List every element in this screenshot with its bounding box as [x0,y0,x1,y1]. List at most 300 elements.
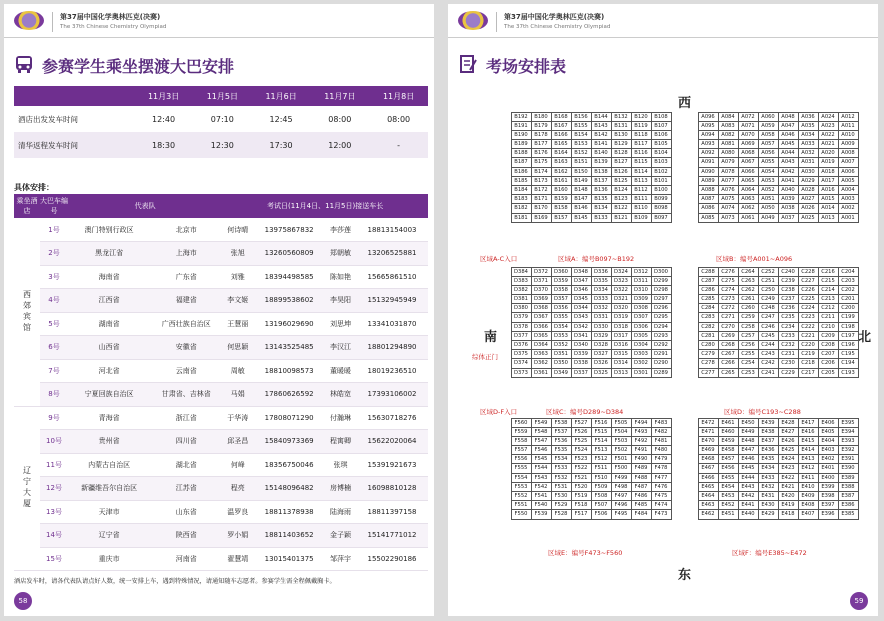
seat-cell: D334 [591,285,612,295]
seat-cell: C203 [838,276,859,286]
seat-cell: C211 [818,312,839,322]
table-row [14,265,428,289]
seat-cell: C261 [738,294,759,304]
seat-cell: A069 [738,139,759,149]
cell: 刘思坤 [325,312,356,336]
seat-cell: D374 [511,358,532,368]
seat-cell: D333 [591,294,612,304]
seat-cell: D372 [531,267,552,277]
seat-cell: E419 [778,500,799,510]
seat-cell: A013 [818,213,839,223]
seat-cell: D329 [591,331,612,341]
seat-cell: C268 [718,340,739,350]
seat-cell: C199 [838,312,859,322]
bus-cell: 12:45 [252,106,311,132]
seat-cell: B151 [571,157,592,167]
seat-cell: E471 [698,427,719,437]
seat-cell: E442 [738,491,759,501]
seat-cell: F557 [511,445,532,455]
seat-cell: F535 [551,445,572,455]
seat-cell: A017 [818,176,839,186]
table-row [14,406,428,430]
table-row [14,242,428,266]
seat-cell: E386 [838,500,859,510]
seat-cell: B139 [591,157,612,167]
seat-cell: F533 [551,463,572,473]
seat-cell: D343 [571,312,592,322]
seat-cell: E449 [738,427,759,437]
seat-cell: F496 [611,500,632,510]
cell: 金子颖 [325,524,356,548]
seat-cell: A087 [698,194,719,204]
seat-cell: C273 [718,294,739,304]
seat-cell: B117 [631,139,652,149]
seat-cell: B129 [611,139,632,149]
cell: 张琪 [325,453,356,477]
seat-cell: F485 [631,500,652,510]
seat-cell: C233 [778,331,799,341]
seat-cell: E400 [818,473,839,483]
seat-cell: C281 [698,331,719,341]
seat-cell: B108 [651,112,672,122]
direction-north: 北 [858,330,872,345]
bus-cell: 18:30 [134,132,193,158]
seat-cell: D384 [511,267,532,277]
seat-block-d [698,267,858,377]
seat-cell: C270 [718,322,739,332]
cell: 马娟 [222,383,253,407]
seat-cell: F521 [571,473,592,483]
seat-cell: D355 [551,312,572,322]
seat-cell: A008 [838,148,859,158]
seat-cell: C202 [838,285,859,295]
seat-cell: D378 [511,322,532,332]
seat-cell: A032 [798,148,819,158]
seat-block-e [511,418,671,519]
seat-cell: B131 [611,121,632,131]
cell: 邹萍宇 [325,547,356,571]
col-team: 代表队 [68,194,222,218]
seat-cell: C284 [698,303,719,313]
seat-cell: E424 [778,454,799,464]
seat-cell: D356 [551,303,572,313]
seat-cell: E438 [758,427,779,437]
seat-cell: D364 [531,340,552,350]
seat-cell: C205 [818,368,839,378]
seat-cell: C234 [778,322,799,332]
seat-cell: C248 [758,303,779,313]
cell: 6号 [40,336,68,360]
seat-cell: F482 [651,427,672,437]
seat-cell: F549 [531,418,552,428]
cell: 13341031870 [356,312,428,336]
cell: 18899538602 [253,289,325,313]
seat-cell: A067 [738,157,759,167]
seat-cell: B157 [551,213,572,223]
seat-cell: E405 [818,427,839,437]
seat-cell: A004 [838,185,859,195]
seat-cell: B182 [511,203,532,213]
seat-cell: E411 [798,473,819,483]
seat-cell: F479 [651,454,672,464]
cell: 陆海雨 [325,500,356,524]
seat-cell: E470 [698,436,719,446]
seat-cell: B159 [551,194,572,204]
seat-cell: C194 [838,358,859,368]
seat-cell: C216 [818,267,839,277]
seat-cell: B160 [551,185,572,195]
seat-block-a [511,112,671,222]
seat-cell: C265 [718,368,739,378]
seat-cell: A046 [778,130,799,140]
seat-cell: E397 [818,500,839,510]
seat-cell: C286 [698,285,719,295]
seat-cell: B124 [611,185,632,195]
seat-cell: C228 [798,267,819,277]
seat-cell: C222 [798,322,819,332]
seat-cell: A082 [718,130,739,140]
seat-cell: C204 [838,267,859,277]
seat-cell: B104 [651,148,672,158]
seat-cell: D344 [571,303,592,313]
header-title: 第37届中国化学奥林匹克(决赛) [60,13,161,21]
cell: 甘肃省、吉林省 [150,383,222,407]
seat-cell: D352 [551,340,572,350]
cell: 内蒙古自治区 [68,453,150,477]
seat-cell: D346 [571,285,592,295]
seat-cell: E406 [818,418,839,428]
seat-cell: C254 [738,358,759,368]
seat-cell: E456 [718,463,739,473]
seat-cell: C288 [698,267,719,277]
seat-cell: F507 [591,500,612,510]
seat-cell: F526 [571,427,592,437]
seat-cell: A016 [818,185,839,195]
seat-cell: C269 [718,331,739,341]
seat-cell: C257 [738,331,759,341]
seat-cell: F536 [551,436,572,446]
cell: 2号 [40,242,68,266]
seat-cell: F517 [571,509,592,519]
seat-cell: A024 [818,112,839,122]
seat-cell: C278 [698,358,719,368]
seat-cell: A089 [698,176,719,186]
seat-cell: B174 [531,167,552,177]
seat-cell: D319 [611,312,632,322]
seat-cell: D342 [571,322,592,332]
seat-cell: E412 [798,463,819,473]
seat-cell: C263 [738,276,759,286]
seat-cell: F492 [631,436,652,446]
seat-cell: E390 [838,463,859,473]
seat-cell: B180 [531,112,552,122]
seat-cell: B162 [551,167,572,177]
cell: 13206525881 [356,242,428,266]
seat-cell: A084 [718,112,739,122]
seat-cell: F491 [631,445,652,455]
seat-cell: A085 [698,213,719,223]
seat-cell: C220 [798,340,819,350]
seat-cell: E389 [838,473,859,483]
seat-cell: E396 [818,509,839,519]
seat-cell: E444 [738,473,759,483]
seat-cell: B112 [631,185,652,195]
bus-col-header: 11月6日 [252,86,311,106]
seat-cell: E436 [758,445,779,455]
seat-block-f [698,418,858,519]
seat-cell: E459 [718,436,739,446]
seat-cell: F474 [651,500,672,510]
seat-cell: C277 [698,368,719,378]
seat-cell: F546 [531,445,552,455]
seat-cell: F529 [551,500,572,510]
seat-cell: B135 [591,194,612,204]
cell: 12号 [40,477,68,501]
seat-cell: B128 [611,148,632,158]
seat-cell: D303 [631,349,652,359]
seat-cell: A048 [778,112,799,122]
section-title: 参赛学生乘坐摆渡大巴安排 [42,57,235,76]
seat-cell: C239 [778,276,799,286]
seat-cell: E454 [718,482,739,492]
page-number: 58 [14,592,32,610]
seat-cell: D307 [631,312,652,322]
bus-col-header: 11月3日 [134,86,193,106]
seat-cell: C238 [778,285,799,295]
seat-cell: B152 [571,148,592,158]
seat-cell: D323 [611,276,632,286]
seat-cell: C250 [758,285,779,295]
seat-cell: E387 [838,491,859,501]
seat-cell: D306 [631,322,652,332]
seat-cell: D327 [591,349,612,359]
cell: 13015401375 [253,547,325,571]
seat-cell: B190 [511,130,532,140]
seat-cell: B143 [591,121,612,131]
seat-cell: A039 [778,194,799,204]
seat-cell: D298 [651,285,672,295]
cell: 郑朝敏 [325,242,356,266]
seat-cell: B170 [531,203,552,213]
seat-cell: D367 [531,312,552,322]
seat-cell: C210 [818,322,839,332]
seat-cell: E403 [818,445,839,455]
seat-cell: C215 [818,276,839,286]
seat-cell: F518 [571,500,592,510]
cell: 江苏省 [150,477,222,501]
cell: 18394498585 [253,265,325,289]
seat-cell: C243 [758,349,779,359]
seat-cell: C223 [798,312,819,322]
seat-cell: D354 [551,322,572,332]
seat-cell: D353 [551,331,572,341]
seat-cell: A077 [718,176,739,186]
seat-cell: A001 [838,213,859,223]
seat-cell: C262 [738,285,759,295]
seat-cell: B188 [511,148,532,158]
seat-cell: E440 [738,509,759,519]
seat-block-c [511,267,671,377]
seat-cell: D317 [611,331,632,341]
table-row [14,336,428,360]
seat-cell: B130 [611,130,632,140]
seat-cell: D380 [511,303,532,313]
cell: 8号 [40,383,68,407]
seat-cell: D362 [531,358,552,368]
seat-cell: B187 [511,157,532,167]
seat-cell: A007 [838,157,859,167]
cell: 何诗晴 [222,218,253,242]
seat-cell: F490 [631,454,652,464]
seat-cell: C283 [698,312,719,322]
seat-cell: B192 [511,112,532,122]
seat-cell: D310 [631,285,652,295]
seat-cell: D357 [551,294,572,304]
seat-cell: B166 [551,130,572,140]
seat-cell: F478 [651,463,672,473]
seat-cell: C229 [778,368,799,378]
seat-cell: C276 [718,267,739,277]
seat-cell: B110 [631,203,652,213]
seat-cell: D299 [651,276,672,286]
seat-cell: E452 [718,500,739,510]
seat-cell: C256 [738,340,759,350]
seat-cell: F502 [611,445,632,455]
seat-cell: C200 [838,303,859,313]
cell: 房博楠 [325,477,356,501]
cell: 李文姬 [222,289,253,313]
cell: 7号 [40,359,68,383]
seat-cell: B127 [611,157,632,167]
seat-cell: E468 [698,454,719,464]
seat-cell: C235 [778,312,799,322]
seat-cell: A079 [718,157,739,167]
seat-cell: C212 [818,303,839,313]
cell: 北京市 [150,218,222,242]
seat-cell: D328 [591,340,612,350]
cell: 18811397158 [356,500,428,524]
seat-cell: D324 [611,267,632,277]
seat-cell: A029 [798,176,819,186]
seat-cell: D294 [651,322,672,332]
seat-cell: A031 [798,157,819,167]
seat-cell: F486 [631,491,652,501]
seat-cell: B173 [531,176,552,186]
seat-cell: A003 [838,194,859,204]
seat-cell: C206 [818,358,839,368]
seat-cell: C217 [798,368,819,378]
seat-cell: D308 [631,303,652,313]
cell: 10号 [40,430,68,454]
seat-cell: B144 [591,112,612,122]
col-bus-no: 大巴车编号 [40,194,68,218]
cell: 河南省 [150,547,222,571]
seat-cell: F504 [611,427,632,437]
seat-cell: B149 [571,176,592,186]
seat-cell: B176 [531,148,552,158]
seat-cell: B177 [531,139,552,149]
seat-cell: B145 [571,213,592,223]
cell: 18810098573 [253,359,325,383]
seat-cell: B141 [591,139,612,149]
seat-cell: F545 [531,454,552,464]
cell: 18801294890 [356,336,428,360]
seat-cell: A050 [758,203,779,213]
seat-cell: C207 [818,349,839,359]
seat-cell: A034 [798,130,819,140]
seat-cell: D311 [631,276,652,286]
seat-cell: C246 [758,322,779,332]
seat-cell: C252 [758,267,779,277]
seat-cell: F510 [591,473,612,483]
seat-cell: D373 [511,368,532,378]
seat-cell: D335 [591,276,612,286]
sub-heading: 具体安排： [14,183,54,192]
seat-cell: A033 [798,139,819,149]
cell: 5号 [40,312,68,336]
seat-cell: A091 [698,157,719,167]
seat-cell: F522 [571,463,592,473]
bus-cell: - [369,132,428,158]
seat-cell: C226 [798,285,819,295]
cell: 湖北省 [150,453,222,477]
cell: 重庆市 [68,547,150,571]
seat-cell: D379 [511,312,532,322]
seat-cell: F534 [551,454,572,464]
seat-cell: C245 [758,331,779,341]
cell: 林皓宽 [325,383,356,407]
seat-cell: B105 [651,139,672,149]
seat-cell: F498 [611,482,632,492]
cell: 邱圣昌 [222,430,253,454]
seat-cell: F520 [571,482,592,492]
cell: 15502290186 [356,547,428,571]
seat-cell: C209 [818,331,839,341]
seat-cell: F509 [591,482,612,492]
seat-cell: D338 [571,358,592,368]
seat-cell: B147 [571,194,592,204]
seat-cell: C225 [798,294,819,304]
seat-cell: B164 [551,148,572,158]
cell: 11号 [40,453,68,477]
seat-cell: E388 [838,482,859,492]
bus-cell: 12:30 [193,132,252,158]
seat-cell: D368 [531,303,552,313]
seat-cell: D295 [651,312,672,322]
seat-cell: E399 [818,482,839,492]
seat-cell: C230 [778,358,799,368]
seat-cell: E455 [718,473,739,483]
seat-cell: E461 [718,418,739,428]
table-row [14,477,428,501]
bus-col-header: 11月7日 [310,86,369,106]
seat-cell: E410 [798,482,819,492]
seat-cell: A015 [818,194,839,204]
zone-e-label: 区域E：编号F473~F560 [548,549,623,557]
main-gate-label: 综体正门 [472,353,498,361]
cell: 张旭 [222,242,253,266]
seat-cell: E465 [698,482,719,492]
seat-cell: F508 [591,491,612,501]
cell: 13260560809 [253,242,325,266]
seat-cell: E392 [838,445,859,455]
cell: 湖南省 [68,312,150,336]
table-row [14,383,428,407]
seat-cell: B097 [651,213,672,223]
bus-arrangement-table [14,194,428,571]
seat-cell: B121 [611,213,632,223]
cell: 18019236510 [356,359,428,383]
